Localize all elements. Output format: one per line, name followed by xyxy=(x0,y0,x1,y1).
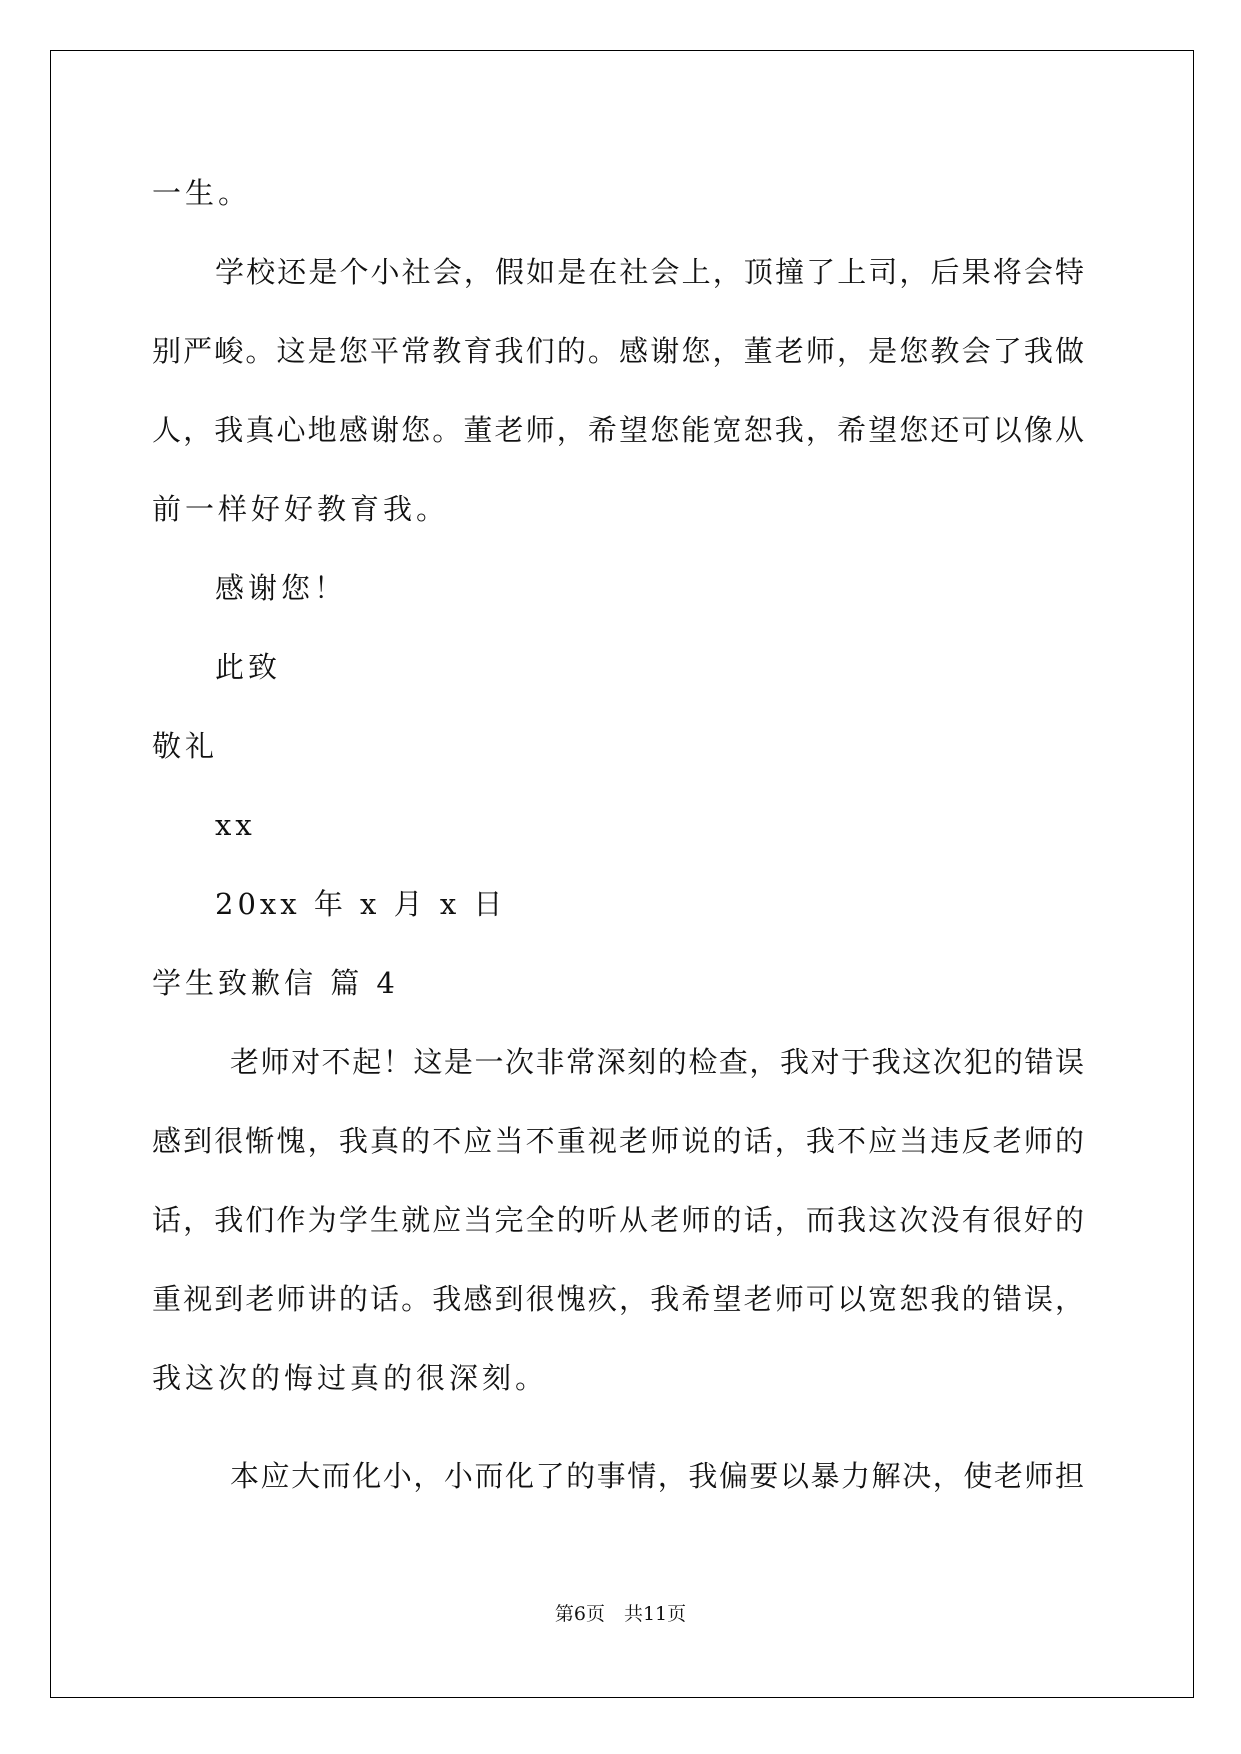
closing-thanks: 感谢您！ xyxy=(215,571,348,605)
paragraph-school-line-3: 人，我真心地感谢您。董老师，希望您能宽恕我，希望您还可以像从 xyxy=(152,413,1084,447)
text-line-1: 一生。 xyxy=(152,176,252,210)
paragraph-apology-line-5: 我这次的悔过真的很深刻。 xyxy=(152,1361,549,1395)
section-heading: 学生致歉信 篇 4 xyxy=(152,966,399,1000)
paragraph-apology-line-1: 老师对不起！这是一次非常深刻的检查，我对于我这次犯的错误 xyxy=(230,1045,1084,1079)
signature-date: 20xx 年 x 月 x 日 xyxy=(215,887,507,921)
paragraph-apology-line-4: 重视到老师讲的话。我感到很愧疚，我希望老师可以宽恕我的错误， xyxy=(152,1282,1084,1316)
signature-name: xx xyxy=(215,808,256,842)
closing-regards: 敬礼 xyxy=(152,729,219,763)
paragraph-violence-line-1: 本应大而化小，小而化了的事情，我偏要以暴力解决，使老师担 xyxy=(230,1459,1084,1493)
paragraph-apology-line-3: 话，我们作为学生就应当完全的听从老师的话，而我这次没有很好的 xyxy=(152,1203,1084,1237)
page-border xyxy=(50,50,1194,1698)
paragraph-school-line-4: 前一样好好教育我。 xyxy=(152,492,450,526)
closing-salutation: 此致 xyxy=(215,650,282,684)
paragraph-school-line-1: 学校还是个小社会，假如是在社会上，顶撞了上司，后果将会特 xyxy=(215,255,1084,289)
page-number: 第6页 共11页 xyxy=(554,1603,687,1625)
paragraph-school-line-2: 别严峻。这是您平常教育我们的。感谢您，董老师，是您教会了我做 xyxy=(152,334,1084,368)
paragraph-apology-line-2: 感到很惭愧，我真的不应当不重视老师说的话，我不应当违反老师的 xyxy=(152,1124,1084,1158)
